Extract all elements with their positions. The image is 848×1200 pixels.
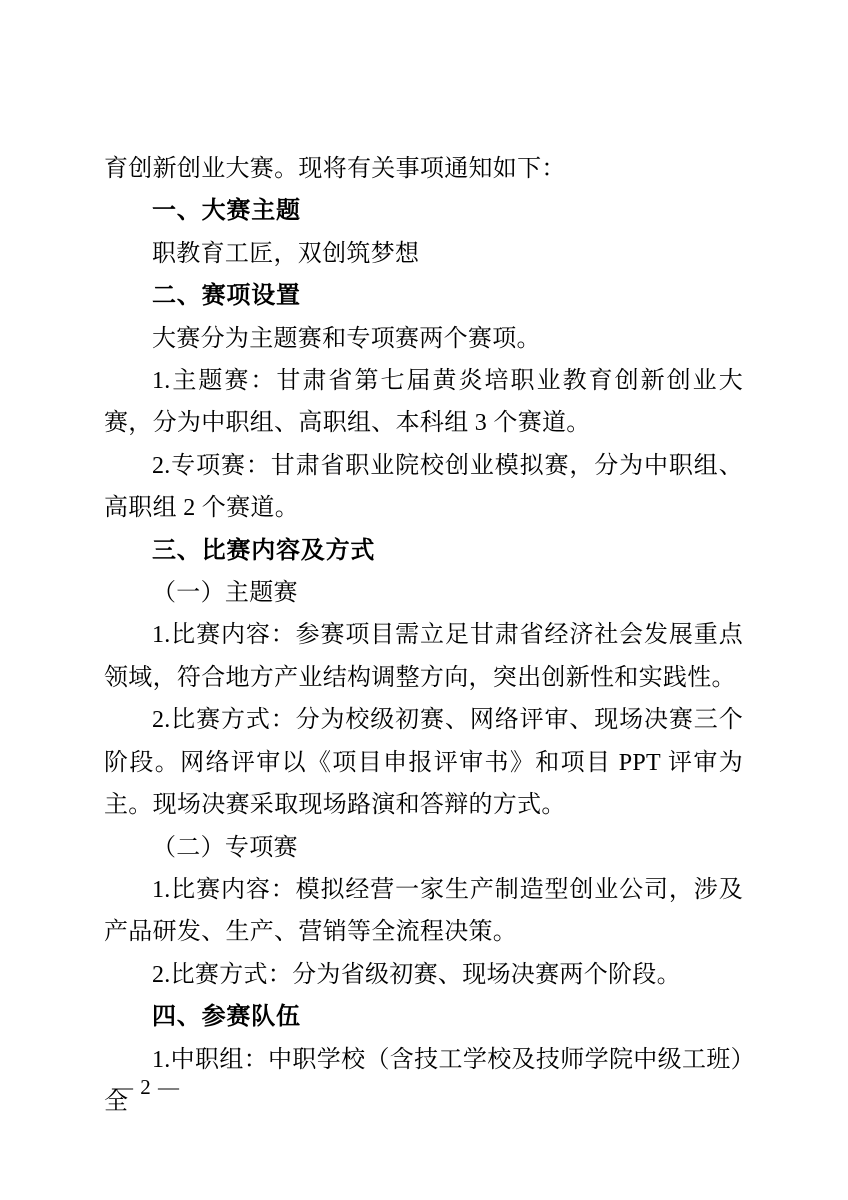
document-content [104,148,743,1123]
section-heading: 一、大赛主题 [152,197,301,225]
subsection-heading: （二）专项赛 [152,834,298,861]
paragraph: 1.主题赛：甘肃省第七届黄炎培职业教育创新创业大赛，分为中职组、高职组、本科组 3 个赛道。 [104,368,743,437]
paragraph: 大赛分为主题赛和专项赛两个赛项。 [152,325,541,352]
paragraph: 2.比赛方式：分为省级初赛、现场决赛两个阶段。 [152,961,681,988]
section-heading: 二、赛项设置 [152,282,301,310]
paragraph: 职教育工匠，双创筑梦想 [152,240,420,267]
paragraph: 1.中职组：中职学校（含技工学校及技师学院中级工班）全 [104,1046,743,1115]
paragraph: 2.比赛方式：分为校级初赛、网络评审、现场决赛三个阶段。网络评审以《项目申报评审书》和项目 PPT 评审为主。现场决赛采取现场路演和答辩的方式。 [104,707,743,819]
subsection-heading: （一）主题赛 [152,580,298,607]
section-heading: 三、比赛内容及方式 [152,536,376,564]
paragraph: 1.比赛内容：参赛项目需立足甘肃省经济社会发展重点领域，符合地方产业结构调整方向，突出创新性和实践性。 [104,622,743,691]
section-heading: 四、参赛队伍 [152,1003,301,1031]
page-number: — 2 — [112,1075,180,1099]
paragraph: 育创新创业大赛。现将有关事项通知如下： [104,156,566,182]
paragraph: 2.专项赛：甘肃省职业院校创业模拟赛，分为中职组、高职组 2 个赛道。 [104,452,743,522]
paragraph: 1.比赛内容：模拟经营一家生产制造型创业公司，涉及产品研发、生产、营销等全流程决策。 [104,876,743,946]
